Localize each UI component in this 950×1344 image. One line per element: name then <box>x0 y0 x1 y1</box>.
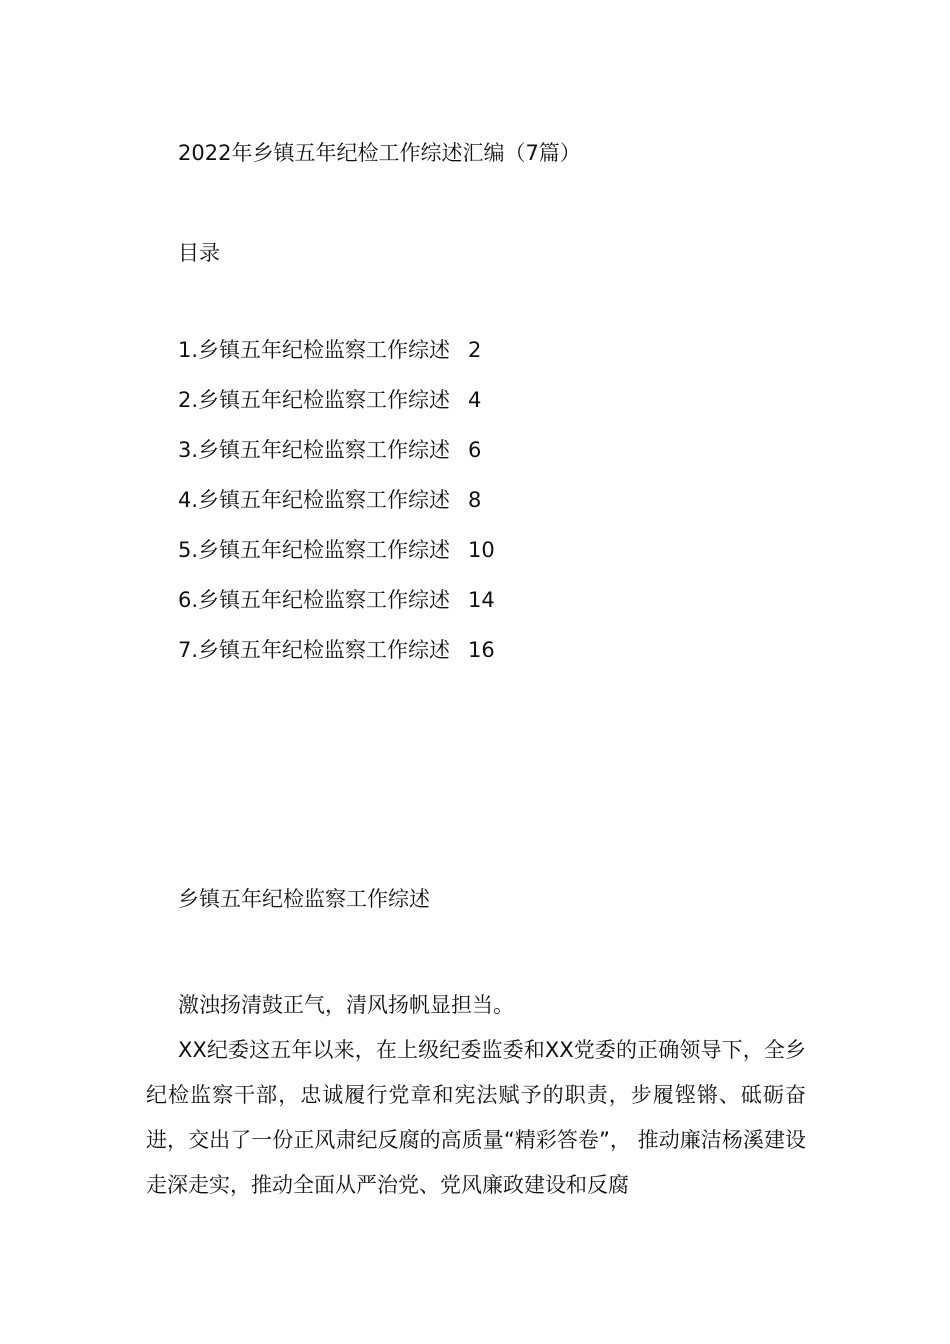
toc-item-page: 14 <box>468 588 495 612</box>
toc-item <box>178 637 495 687</box>
toc-item-number: 7. <box>178 638 199 662</box>
toc-item-number: 5. <box>178 538 199 562</box>
paragraph: 激浊扬清鼓正气，清风扬帆显担当。 <box>178 993 514 1017</box>
toc-item-text: 乡镇五年纪检监察工作综述 <box>198 588 451 612</box>
toc-heading: 目录 <box>178 241 220 265</box>
toc-item-number: 2. <box>178 388 199 412</box>
toc-item-text: 乡镇五年纪检监察工作综述 <box>198 538 451 562</box>
toc-item <box>178 487 495 537</box>
toc-item <box>178 537 495 587</box>
toc-item-text: 乡镇五年纪检监察工作综述 <box>198 388 451 412</box>
section-title: 乡镇五年纪检监察工作综述 <box>178 887 430 911</box>
toc-item-text: 乡镇五年纪检监察工作综述 <box>198 638 451 662</box>
toc-item-page: 8 <box>468 488 482 512</box>
toc-item-page: 4 <box>468 388 482 412</box>
toc-item-text: 乡镇五年纪检监察工作综述 <box>198 438 451 462</box>
toc-item-page: 2 <box>468 338 482 362</box>
toc-item-text: 乡镇五年纪检监察工作综述 <box>198 338 451 362</box>
toc-item <box>178 337 495 387</box>
body-text <box>146 983 806 1208</box>
toc-item-page: 16 <box>468 638 495 662</box>
toc-item <box>178 437 495 487</box>
toc-item-number: 4. <box>178 488 199 512</box>
toc-item-number: 6. <box>178 588 199 612</box>
toc-item-page: 6 <box>468 438 482 462</box>
toc-item-page: 10 <box>468 538 495 562</box>
toc-item <box>178 587 495 637</box>
table-of-contents <box>178 337 495 687</box>
toc-item-number: 3. <box>178 438 199 462</box>
paragraph: XX纪委这五年以来，在上级纪委监委和XX党委的正确领导下，全乡纪检监察干部，忠诚履行党章和宪法赋予的职责，步履铿锵、砥砺奋进，交出了一份正风肃纪反腐的高质量“精彩答卷”， 推动廉洁杨溪建设走深走实，推动全面从严治党、党风廉政建设和反腐 <box>146 1038 806 1197</box>
document-title: 2022年乡镇五年纪检工作综述汇编（7篇） <box>178 141 581 165</box>
toc-item <box>178 387 495 437</box>
toc-item-number: 1. <box>178 338 199 362</box>
toc-item-text: 乡镇五年纪检监察工作综述 <box>198 488 451 512</box>
